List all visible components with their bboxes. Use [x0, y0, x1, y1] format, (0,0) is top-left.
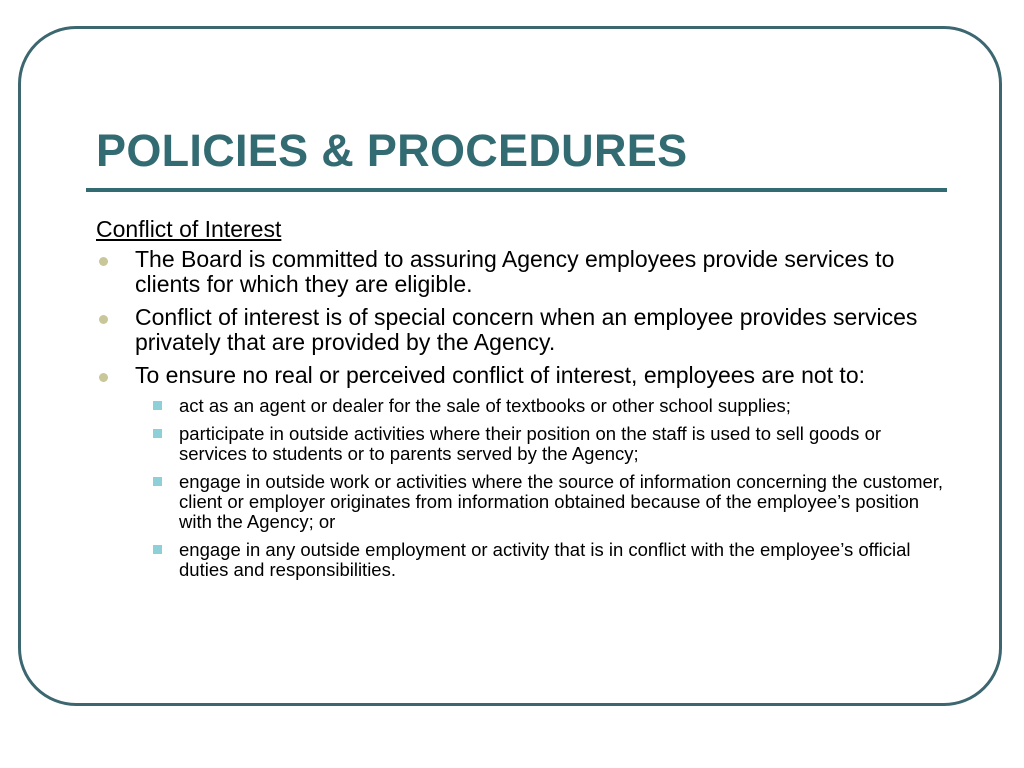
sub-bullet-text: participate in outside activities where their position on the staff is used to sell goods or services to students or to parents served by the Agency;: [179, 423, 882, 464]
sub-bullet-text: engage in any outside employment or activity that is in conflict with the employee’s official duties and responsibilities.: [179, 539, 911, 580]
round-bullet-icon: [99, 373, 108, 382]
bullet-item: [96, 247, 936, 297]
sub-bullet-item: [135, 472, 949, 532]
bullet-text: To ensure no real or perceived conflict of interest, employees are not to:: [135, 362, 866, 388]
section-heading: Conflict of Interest: [96, 216, 282, 242]
bullet-list: [96, 246, 944, 580]
title-divider: [86, 188, 947, 192]
slide-content: [96, 214, 944, 588]
bullet-item: [96, 362, 944, 580]
sub-bullet-text: engage in outside work or activities where the source of information concerning the customer, client or employer originates from information obtained because of the employee’s position with the Agency; or: [179, 471, 944, 532]
square-bullet-icon: [153, 429, 162, 438]
sub-bullet-item: [135, 540, 949, 580]
slide-title: POLICIES & PROCEDURES: [96, 125, 688, 176]
round-bullet-icon: [99, 257, 108, 266]
sub-bullet-text: act as an agent or dealer for the sale of textbooks or other school supplies;: [179, 395, 791, 416]
square-bullet-icon: [153, 401, 162, 410]
square-bullet-icon: [153, 545, 162, 554]
square-bullet-icon: [153, 477, 162, 486]
sub-bullet-item: [135, 424, 949, 464]
sub-bullet-list: [135, 395, 944, 580]
bullet-text: Conflict of interest is of special concern when an employee provides services privately that are provided by the Agency.: [135, 304, 918, 355]
bullet-item: [96, 305, 936, 355]
sub-bullet-item: [135, 396, 949, 416]
bullet-text: The Board is committed to assuring Agency employees provide services to clients for which they are eligible.: [135, 246, 895, 297]
round-bullet-icon: [99, 315, 108, 324]
